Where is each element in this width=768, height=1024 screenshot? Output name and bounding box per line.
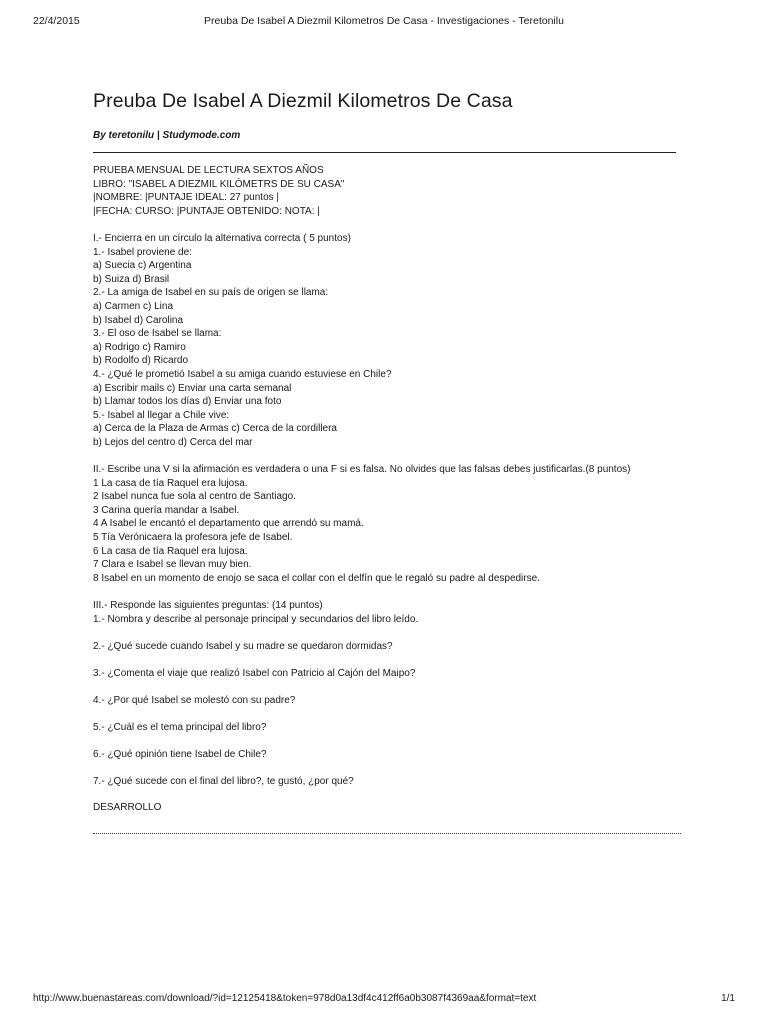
- option-line: b) Isabel d) Carolina: [93, 314, 184, 326]
- statement-line: 4 A Isabel le encantó el departamento que arrendó su mamá.: [93, 518, 364, 530]
- question-line: 4.- ¿Qué le prometió Isabel a su amiga cuando estuviese en Chile?: [93, 368, 392, 380]
- statement-line: 6 La casa de tía Raquel era lujosa.: [93, 545, 248, 557]
- section-3: [93, 599, 693, 815]
- spacer: [93, 585, 693, 599]
- desarrollo-label: DESARROLLO: [93, 802, 162, 814]
- open-question: 2.- ¿Qué sucede cuando Isabel y su madre se quedaron dormidas?: [93, 640, 393, 652]
- option-line: a) Cerca de la Plaza de Armas c) Cerca de la cordillera: [93, 423, 337, 435]
- spacer: [93, 218, 693, 232]
- byline: By teretonilu | Studymode.com: [93, 130, 241, 141]
- header-line: PRUEBA MENSUAL DE LECTURA SEXTOS AÑOS: [93, 165, 324, 176]
- open-question: 5.- ¿Cuál es el tema principal del libro?: [93, 721, 267, 733]
- open-question: 3.- ¿Comenta el viaje que realizó Isabel con Patricio al Cajón del Maipo?: [93, 667, 416, 679]
- option-line: b) Rodolfo d) Ricardo: [93, 355, 189, 367]
- statement-line: 5 Tía Verónicaera la profesora jefe de Isabel.: [93, 532, 293, 544]
- page-number: 1/1: [721, 993, 735, 1004]
- print-page-title: Preuba De Isabel A Diezmil Kilometros De Casa - Investigaciones - Teretonilu: [204, 15, 564, 27]
- statement-line: 2 Isabel nunca fue sola al centro de Santiago.: [93, 491, 296, 503]
- open-question: 1.- Nombra y describe al personaje principal y secundarios del libro leído.: [93, 613, 419, 625]
- option-line: a) Carmen c) Lina: [93, 300, 174, 312]
- section-2-heading: II.- Escribe una V si la afirmación es verdadera o una F si es falsa. No olvides que las falsas debes justificarlas.(8 puntos): [93, 464, 631, 476]
- statement-line: 8 Isabel en un momento de enojo se saca el collar con el delfín que le regaló su padre al despedirse.: [93, 572, 540, 584]
- section-2: [93, 463, 693, 585]
- answer-dotted-line: [93, 833, 681, 834]
- print-date: 22/4/2015: [33, 15, 80, 27]
- title-divider: [93, 152, 676, 153]
- question-line: 2.- La amiga de Isabel en su país de origen se llama:: [93, 287, 329, 299]
- test-header: [93, 164, 693, 218]
- statement-line: 1 La casa de tía Raquel era lujosa.: [93, 477, 248, 489]
- section-1: [93, 232, 693, 450]
- header-line: LIBRO: "ISABEL A DIEZMIL KILÓMETRS DE SU CASA": [93, 178, 345, 190]
- option-line: b) Suiza d) Brasil: [93, 273, 170, 285]
- document-body: [93, 164, 693, 815]
- statement-line: 7 Clara e Isabel se llevan muy bien.: [93, 559, 252, 571]
- open-question: 6.- ¿Qué opinión tiene Isabel de Chile?: [93, 748, 267, 760]
- question-line: 3.- El oso de Isabel se llama:: [93, 328, 222, 340]
- open-question: 7.- ¿Qué sucede con el final del libro?, te gustó, ¿por qué?: [93, 775, 354, 787]
- print-url: http://www.buenastareas.com/download/?id=12125418&token=978d0a13df4c412ff6a0b3087f4369aa&format=text: [33, 993, 537, 1004]
- question-line: 1.- Isabel proviene de:: [93, 246, 192, 258]
- open-question: 4.- ¿Por qué Isabel se molestó con su padre?: [93, 694, 296, 706]
- spacer: [93, 449, 693, 463]
- header-line: |NOMBRE: |PUNTAJE IDEAL: 27 puntos |: [93, 192, 280, 204]
- option-line: b) Lejos del centro d) Cerca del mar: [93, 436, 253, 448]
- option-line: b) Llamar todos los días d) Enviar una foto: [93, 396, 282, 408]
- option-line: a) Escribir mails c) Enviar una carta semanal: [93, 382, 292, 394]
- option-line: a) Suecia c) Argentina: [93, 260, 192, 272]
- header-line: |FECHA: CURSO: |PUNTAJE OBTENIDO: NOTA: |: [93, 205, 320, 217]
- question-line: 5.- Isabel al llegar a Chile vive:: [93, 409, 230, 421]
- section-1-heading: I.- Encierra en un círculo la alternativa correcta ( 5 puntos): [93, 232, 351, 244]
- section-3-heading: III.- Responde las siguientes preguntas: (14 puntos): [93, 600, 323, 611]
- option-line: a) Rodrigo c) Ramiro: [93, 341, 186, 353]
- document-title: Preuba De Isabel A Diezmil Kilometros De Casa: [93, 90, 513, 112]
- statement-line: 3 Carina quería mandar a Isabel.: [93, 504, 240, 516]
